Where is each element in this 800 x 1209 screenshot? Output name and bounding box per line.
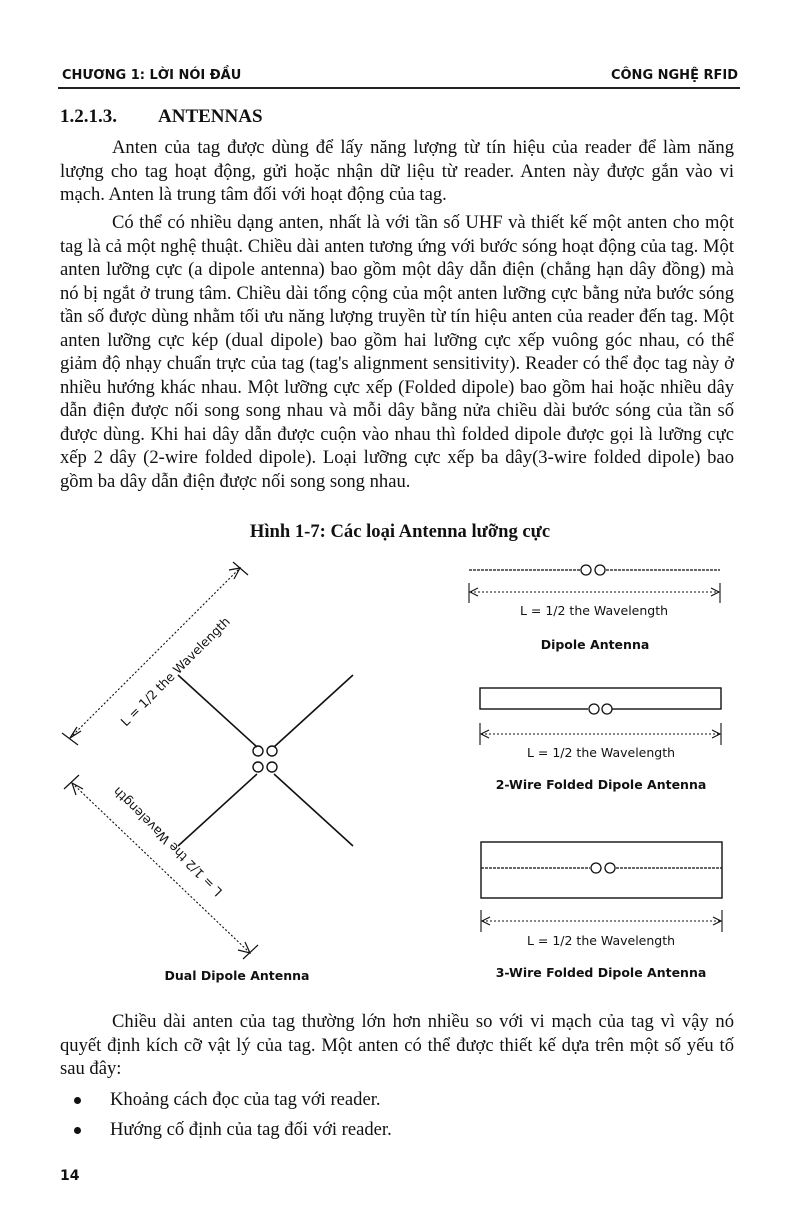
figure-caption: Hình 1-7: Các loại Antenna lưỡng cực (249, 521, 551, 542)
paragraph-3 (60, 1010, 734, 1081)
bullet-dot-icon (74, 1097, 81, 1104)
dual-dim-label-lower: L = 1/2 the Wavelength (109, 784, 226, 900)
three-wire-dim-label: L = 1/2 the Wavelength (526, 933, 676, 948)
dipole-dim-label: L = 1/2 the Wavelength (519, 603, 669, 618)
two-wire-folded-diagram (480, 688, 721, 745)
list-item-text: Hướng cố định của tag đối với reader. (110, 1119, 392, 1140)
dual-dipole-diagram (62, 562, 353, 959)
bullet-dot-icon (74, 1127, 81, 1134)
dipole-diagram (469, 565, 720, 603)
dual-dipole-label: Dual Dipole Antenna (164, 968, 310, 983)
list-item-text: Khoảng cách đọc của tag với reader. (110, 1089, 381, 1110)
paragraph-text: Có thể có nhiều dạng anten, nhất là với tần số UHF và thiết kế một anten cho một tag là cả một nghệ thuật. Chiều dài anten tương ứng với bước sóng hoạt động của tag. Một anten lưỡng cực (a dipole antenna) bao gồm một dây dẫn điện (chẳng hạn dây đồng) mà nó bị ngắt ở trung tâm. Chiều dài tổng cộng của một anten lưỡng cực bằng nửa bước sóng tần số được dùng nhằm tối ưu năng lượng truyền từ tín hiệu anten của reader đến tag. Một anten lưỡng cực kép (dual dipole) bao gồm hai lưỡng cực xếp vuông góc nhau, có thể giảm độ nhạy chuẩn trực của tag (tag's alignment sensitivity). Reader có thể đọc tag này ở nhiều hướng khác nhau. Một lưỡng cực xếp (Folded dipole) bao gồm hai hoặc nhiều dây dẫn điện được nối song song nhau và mỗi dây bằng nửa chiều dài bước sóng của tần số được dùng. Khi hai dây dẫn được cuộn vào nhau thì folded dipole được gọi là lưỡng cực xếp 2 dây (2-wire folded dipole). Loại lưỡng cực xếp ba dây(3-wire folded dipole) bao gồm ba dây dẫn điện được nối song song nhau. (60, 212, 734, 492)
antenna-figure (0, 555, 800, 995)
section-heading (60, 106, 263, 128)
dipole-label: Dipole Antenna (540, 637, 650, 652)
three-wire-label: 3-Wire Folded Dipole Antenna (495, 965, 707, 980)
list-item (74, 1115, 392, 1145)
book-title: CÔNG NGHỆ RFID (610, 68, 738, 83)
paragraph-1 (60, 136, 734, 207)
paragraph-text: Chiều dài anten của tag thường lớn hơn nhiều so với vi mạch của tag vì vậy nó quyết định kích cỡ vật lý của tag. Một anten có thể được thiết kế dựa trên một số yếu tố sau đây: (60, 1011, 734, 1079)
header-rule (58, 87, 740, 89)
section-title: ANTENNAS (158, 106, 263, 127)
bullet-list (74, 1085, 392, 1145)
paragraph-2 (60, 211, 734, 493)
page-number: 14 (60, 1168, 80, 1184)
section-number: 1.2.1.3. (60, 106, 117, 127)
chapter-title: CHƯƠNG 1: LỜI NÓI ĐẦU (62, 68, 242, 83)
two-wire-label: 2-Wire Folded Dipole Antenna (495, 777, 707, 792)
list-item (74, 1085, 392, 1115)
dual-dim-label-upper: L = 1/2 the Wavelength (117, 613, 233, 730)
two-wire-dim-label: L = 1/2 the Wavelength (526, 745, 676, 760)
paragraph-text: Anten của tag được dùng để lấy năng lượng từ tín hiệu của reader để làm năng lượng cho tag hoạt động, gửi hoặc nhận dữ liệu từ reader. Anten này được gắn vào vi mạch. Anten là trung tâm đối với hoạt động của tag. (60, 137, 734, 205)
three-wire-folded-diagram (481, 842, 722, 932)
running-header (62, 64, 738, 86)
